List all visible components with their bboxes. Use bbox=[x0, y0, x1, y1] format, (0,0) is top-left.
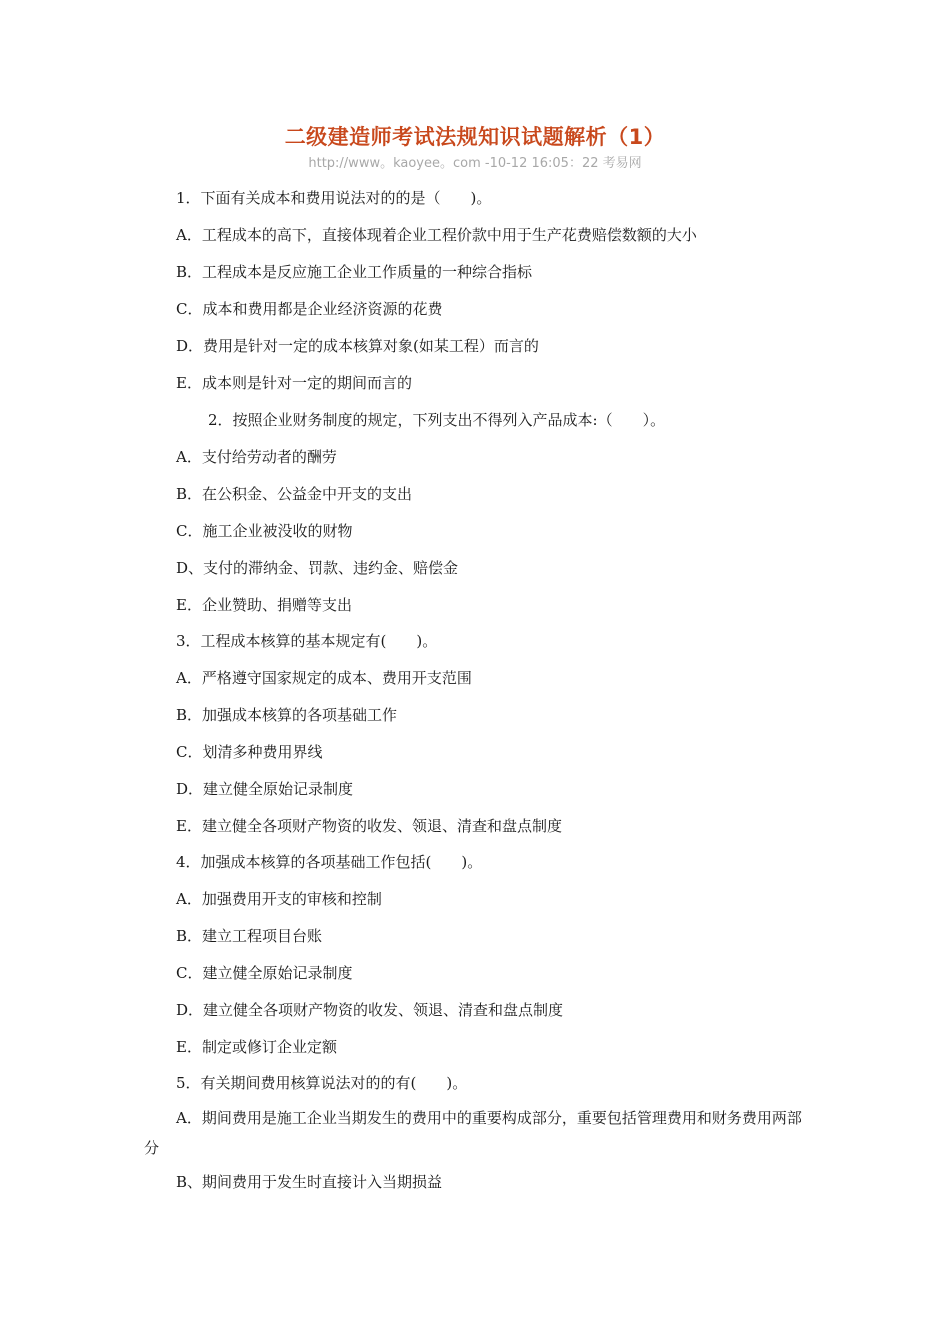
question-2-option-c: C．施工企业被没收的财物 bbox=[176, 522, 353, 540]
question-3-option-d: D．建立健全原始记录制度 bbox=[176, 780, 354, 798]
question-4-option-d: D．建立健全各项财产物资的收发、领退、清查和盘点制度 bbox=[176, 1001, 564, 1019]
question-2-option-d: D、支付的滞纳金、罚款、违约金、赔偿金 bbox=[176, 559, 459, 577]
question-1-option-e: E．成本则是针对一定的期间而言的 bbox=[176, 374, 412, 392]
question-3-option-e: E．建立健全各项财产物资的收发、领退、清查和盘点制度 bbox=[176, 817, 562, 835]
question-2-option-b: B．在公积金、公益金中开支的支出 bbox=[176, 485, 413, 503]
question-2-option-e: E．企业赞助、捐赠等支出 bbox=[176, 596, 352, 614]
question-4-option-a: A．加强费用开支的审核和控制 bbox=[176, 890, 382, 908]
source-line: http://www。kaoyee。com -10-12 16:05：22 考易网 bbox=[308, 156, 642, 171]
question-1-option-d: D．费用是针对一定的成本核算对象(如某工程）而言的 bbox=[176, 337, 539, 355]
question-2: 2．按照企业财务制度的规定，下列支出不得列入产品成本:（ ）。 bbox=[208, 411, 666, 429]
question-4-option-e: E．制定或修订企业定额 bbox=[176, 1038, 337, 1056]
question-3-option-a: A．严格遵守国家规定的成本、费用开支范围 bbox=[176, 669, 472, 687]
question-3-option-c: C．划清多种费用界线 bbox=[176, 743, 323, 761]
question-1-option-c: C．成本和费用都是企业经济资源的花费 bbox=[176, 300, 443, 318]
document-title: 二级建造师考试法规知识试题解析（1） bbox=[284, 125, 666, 149]
question-3-option-b: B．加强成本核算的各项基础工作 bbox=[176, 706, 398, 724]
question-4: 4．加强成本核算的各项基础工作包括( )。 bbox=[176, 853, 483, 871]
question-1-option-a: A．工程成本的高下，直接体现着企业工程价款中用于生产花费赔偿数额的大小 bbox=[176, 226, 697, 244]
question-2-option-a: A．支付给劳动者的酬劳 bbox=[176, 448, 337, 466]
question-4-option-c: C．建立健全原始记录制度 bbox=[176, 964, 353, 982]
question-5-option-a: A．期间费用是施工企业当期发生的费用中的重要构成部分，重要包括管理费用和财务费用两部分 bbox=[144, 1109, 802, 1157]
question-1-option-b: B．工程成本是反应施工企业工作质量的一种综合指标 bbox=[176, 263, 533, 281]
question-3: 3．工程成本核算的基本规定有( )。 bbox=[176, 632, 438, 650]
question-5: 5．有关期间费用核算说法对的的有( )。 bbox=[176, 1074, 468, 1092]
question-4-option-b: B．建立工程项目台账 bbox=[176, 927, 323, 945]
question-5-option-b: B、期间费用于发生时直接计入当期损益 bbox=[176, 1173, 443, 1191]
question-1: 1．下面有关成本和费用说法对的的是（ )。 bbox=[176, 189, 492, 207]
